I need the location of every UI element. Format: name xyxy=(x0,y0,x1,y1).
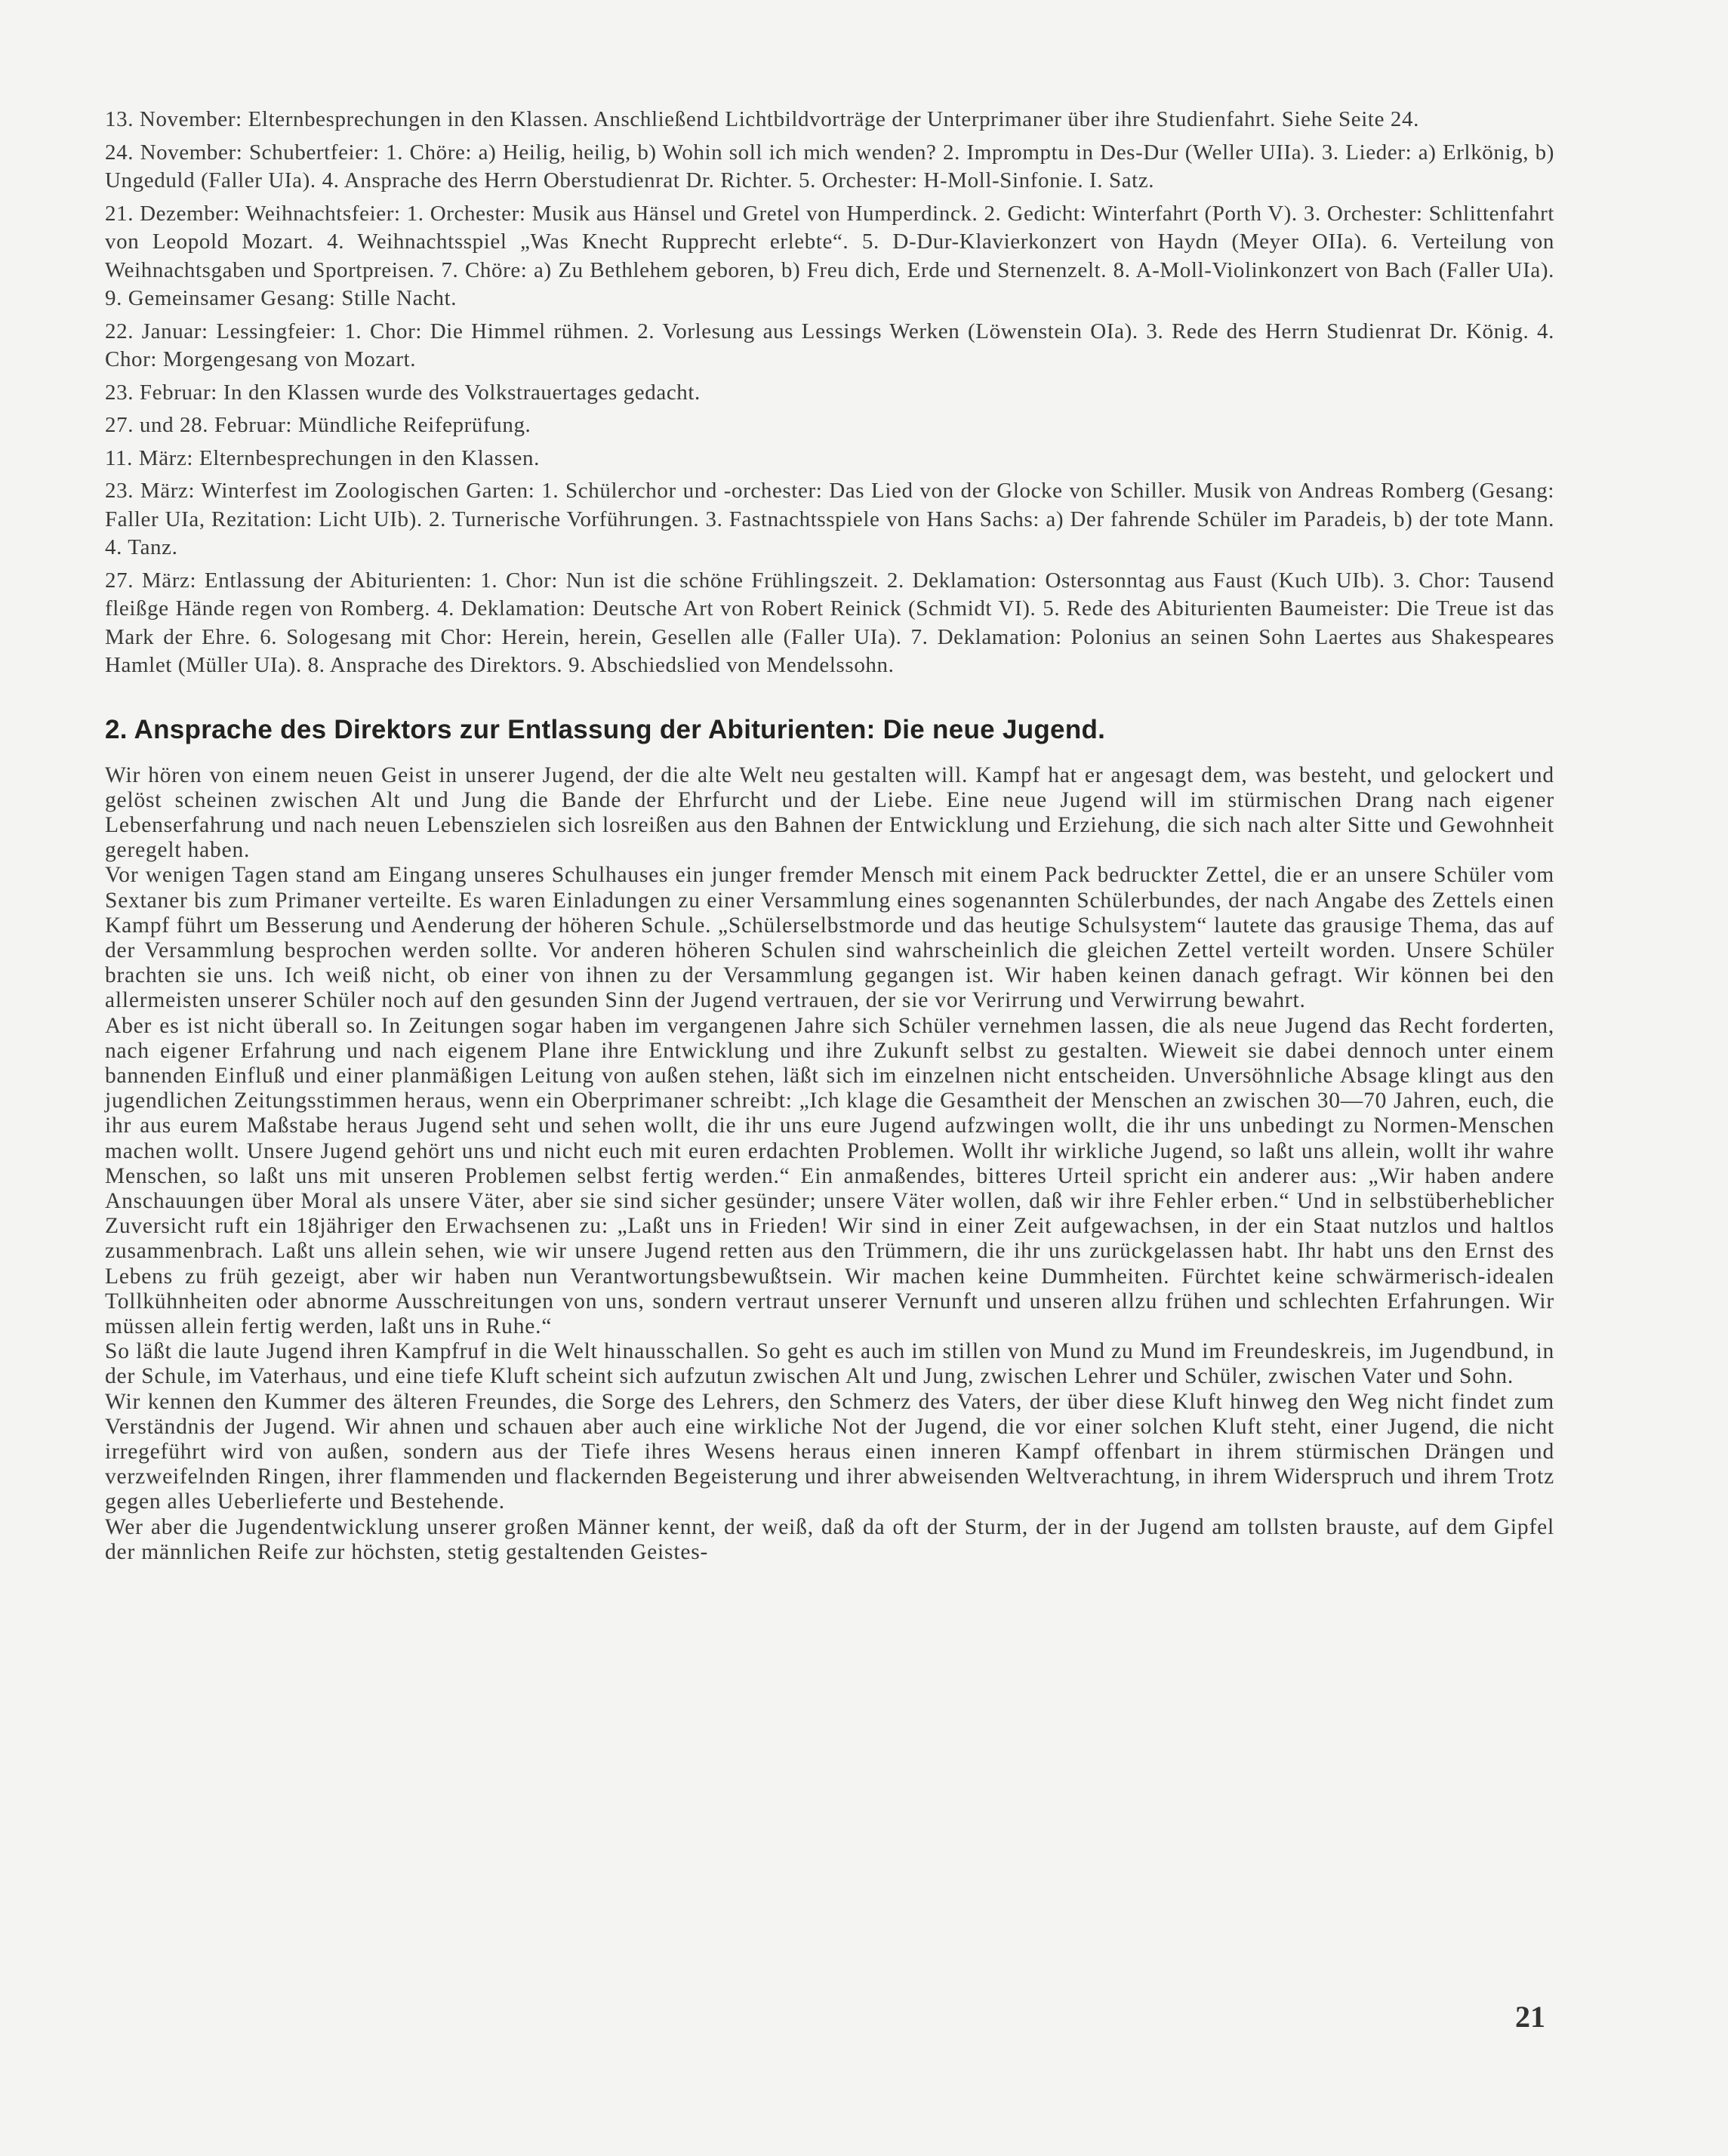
document-page xyxy=(105,106,1554,1565)
school-chronicle xyxy=(105,106,1554,680)
section-heading: 2. Ansprache des Direktors zur Entlassung der Abiturienten: Die neue Jugend. xyxy=(105,714,1106,744)
chronicle-entry: 22. Januar: Lessingfeier: 1. Chor: Die Himmel rühmen. 2. Vorlesung aus Lessings Werken (Löwenstein OIa). 3. Rede des Herrn Studienrat Dr. König. 4. Chor: Morgengesang von Mozart. xyxy=(105,319,1554,371)
speech-paragraph: So läßt die laute Jugend ihren Kampfruf in die Welt hinausschallen. So geht es auch im stillen von Mund zu Mund im Freundeskreis, im Jugendbund, in der Schule, im Vaterhaus, und eine tiefe Kluft scheint sich aufzutun zwischen Alt und Jung, zwischen Lehrer und Schüler, zwischen Vater und Sohn. xyxy=(105,1339,1554,1389)
chronicle-entry: 27. und 28. Februar: Mündliche Reifeprüfung. xyxy=(105,413,531,437)
chronicle-entry: 11. März: Elternbesprechungen in den Klassen. xyxy=(105,445,540,470)
chronicle-entry: 23. März: Winterfest im Zoologischen Garten: 1. Schülerchor und -orchester: Das Lied von der Glocke von Schiller. Musik von Andreas Romberg (Gesang: Faller UIa, Rezitation: Licht UIb). 2. Turnerische Vorführungen. 3. Fastnachtsspiele von Hans Sachs: a) Der fahrende Schüler im Paradeis, b) der tote Mann. 4. Tanz. xyxy=(105,479,1554,559)
page-number: 21 xyxy=(1515,2000,1545,2034)
speech-paragraph: Vor wenigen Tagen stand am Eingang unseres Schulhauses ein junger fremder Mensch mit einem Pack bedruckter Zettel, die er an unsere Schüler vom Sextaner bis zum Primaner verteilte. Es waren Einladungen zu einer Versammlung eines sogenannten Schülerbundes, der nach Angabe des Zettels einen Kampf führt um Besserung und Aenderung der höheren Schule. „Schülerselbstmorde und das heutige Schulsystem“ lautete das grausige Thema, das auf der Versammlung besprochen werden sollte. Vor anderen höheren Schulen sind wahrscheinlich die gleichen Zettel verteilt worden. Unsere Schüler brachten sie uns. Ich weiß nicht, ob einer von ihnen zu der Versammlung gegangen ist. Wir haben keinen danach gefragt. Wir können bei den allermeisten unserer Schüler noch auf den gesunden Sinn der Jugend vertrauen, der sie vor Verirrung und Verwirrung bewahrt. xyxy=(105,863,1554,1013)
chronicle-entry: 23. Februar: In den Klassen wurde des Volkstrauertages gedacht. xyxy=(105,380,701,405)
speech-paragraph: Wer aber die Jugendentwicklung unserer großen Männer kennt, der weiß, daß da oft der Sturm, der in der Jugend am tollsten brauste, auf dem Gipfel der männlichen Reife zur höchsten, stetig gestaltenden Geistes- xyxy=(105,1514,1554,1564)
speech-paragraph: Aber es ist nicht überall so. In Zeitungen sogar haben im vergangenen Jahre sich Schüler vernehmen lassen, die als neue Jugend das Recht forderten, nach eigener Erfahrung und nach eigenem Plane ihre Entwicklung und ihre Zukunft selbst zu gestalten. Wieweit sie dabei dennoch unter einem bannenden Einfluß und einer planmäßigen Leitung von außen stehen, läßt sich im einzelnen nicht entscheiden. Unversöhnliche Absage klingt aus den jugendlichen Zeitungsstimmen heraus, wenn ein Oberprimaner schreibt: „Ich klage die Gesamtheit der Menschen an zwischen 30—70 Jahren, euch, die ihr aus eurem Maßstabe heraus Jugend seht und sehen wollt, die ihr uns eure Jugend aufzwingen wollt, die ihr uns unbedingt zu Normen-Menschen machen wollt. Unsere Jugend gehört uns und nicht euch mit euren erdachten Problemen. Wollt ihr wirkliche Jugend, so laßt uns allein, wollt ihr wahre Menschen, so laßt uns mit unseren Problemen selbst fertig werden.“ Ein anmaßendes, bitteres Urteil spricht ein anderer aus: „Wir haben andere Anschauungen über Moral als unsere Väter, aber sie sind sicher gesünder; unsere Väter wollen, daß wir ihre Fehler erben.“ Und in selbstüberheblicher Zuversicht ruft ein 18jähriger den Erwachsenen zu: „Laßt uns in Frieden! Wir sind in einer Zeit aufgewachsen, in der ein Staat nutzlos und haltlos zusammenbrach. Laßt uns allein sehen, wie wir unsere Jugend retten aus den Trümmern, die ihr uns zurückgelassen habt. Ihr habt uns den Ernst des Lebens zu früh gezeigt, aber wir haben nun Verantwortungsbewußtsein. Wir machen keine Dummheiten. Fürchtet keine schwärmerisch-idealen Tollkühnheiten oder abnorme Ausschreitungen von uns, sondern vertraut unserer Vernunft und unseren allzu frühen und schlechten Erfahrungen. Wir müssen allein fertig werden, laßt uns in Ruhe.“ xyxy=(105,1013,1554,1338)
chronicle-entry: 27. März: Entlassung der Abiturienten: 1. Chor: Nun ist die schöne Frühlingszeit. 2. Deklamation: Ostersonntag aus Faust (Kuch UIb). 3. Chor: Tausend fleißge Hände regen von Romberg. 4. Deklamation: Deutsche Art von Robert Reinick (Schmidt VI). 5. Rede des Abiturienten Baumeister: Die Treue ist das Mark der Ehre. 6. Sologesang mit Chor: Herein, herein, Gesellen alle (Faller UIa). 7. Deklamation: Polonius an seinen Sohn Laertes aus Shakespeares Hamlet (Müller UIa). 8. Ansprache des Direktors. 9. Abschiedslied von Mendelssohn. xyxy=(105,568,1554,677)
speech-paragraph: Wir kennen den Kummer des älteren Freundes, die Sorge des Lehrers, den Schmerz des Vaters, der über diese Kluft hinweg den Weg nicht findet zum Verständnis der Jugend. Wir ahnen und schauen aber auch eine wirkliche Not der Jugend, die vor einer solchen Kluft steht, einer Jugend, die nicht irregeführt wird von außen, sondern aus der Tiefe ihres Wesens heraus einen inneren Kampf offenbart in ihrem stürmischen Drängen und verzweifelnden Ringen, ihrer flammenden und flackernden Begeisterung und ihrer abweisenden Weltverachtung, in ihrem Widerspruch und ihrem Trotz gegen alles Ueberlieferte und Bestehende. xyxy=(105,1389,1554,1514)
chronicle-entry: 21. Dezember: Weihnachtsfeier: 1. Orchester: Musik aus Hänsel und Gretel von Humperdinck. 2. Gedicht: Winterfahrt (Porth V). 3. Orchester: Schlittenfahrt von Leopold Mozart. 4. Weihnachtsspiel „Was Knecht Rupprecht erlebte“. 5. D-Dur-Klavierkonzert von Haydn (Meyer OIIa). 6. Verteilung von Weihnachtsgaben und Sportpreisen. 7. Chöre: a) Zu Bethlehem geboren, b) Freu dich, Erde und Sternenzelt. 8. A-Moll-Violinkonzert von Bach (Faller UIa). 9. Gemeinsamer Gesang: Stille Nacht. xyxy=(105,201,1554,310)
chronicle-entry: 24. November: Schubertfeier: 1. Chöre: a) Heilig, heilig, b) Wohin soll ich mich wenden? 2. Impromptu in Des-Dur (Weller UIIa). 3. Lieder: a) Erlkönig, b) Ungeduld (Faller UIa). 4. Ansprache des Herrn Oberstudienrat Dr. Richter. 5. Orchester: H-Moll-Sinfonie. I. Satz. xyxy=(105,140,1554,192)
chronicle-entry: 13. November: Elternbesprechungen in den Klassen. Anschließend Lichtbildvorträge der Unterprimaner über ihre Studienfahrt. Siehe Seite 24. xyxy=(105,107,1419,131)
speech-paragraph: Wir hören von einem neuen Geist in unserer Jugend, der die alte Welt neu gestalten will. Kampf hat er angesagt dem, was besteht, und gelockert und gelöst scheinen zwischen Alt und Jung die Bande der Ehrfurcht und der Liebe. Eine neue Jugend will im stürmischen Drang nach eigener Lebenserfahrung und nach neuen Lebenszielen sich losreißen aus den Bahnen der Entwicklung und Erziehung, die sich nach alter Sitte und Gewohnheit geregelt haben. xyxy=(105,762,1554,863)
speech-body xyxy=(105,763,1554,1566)
